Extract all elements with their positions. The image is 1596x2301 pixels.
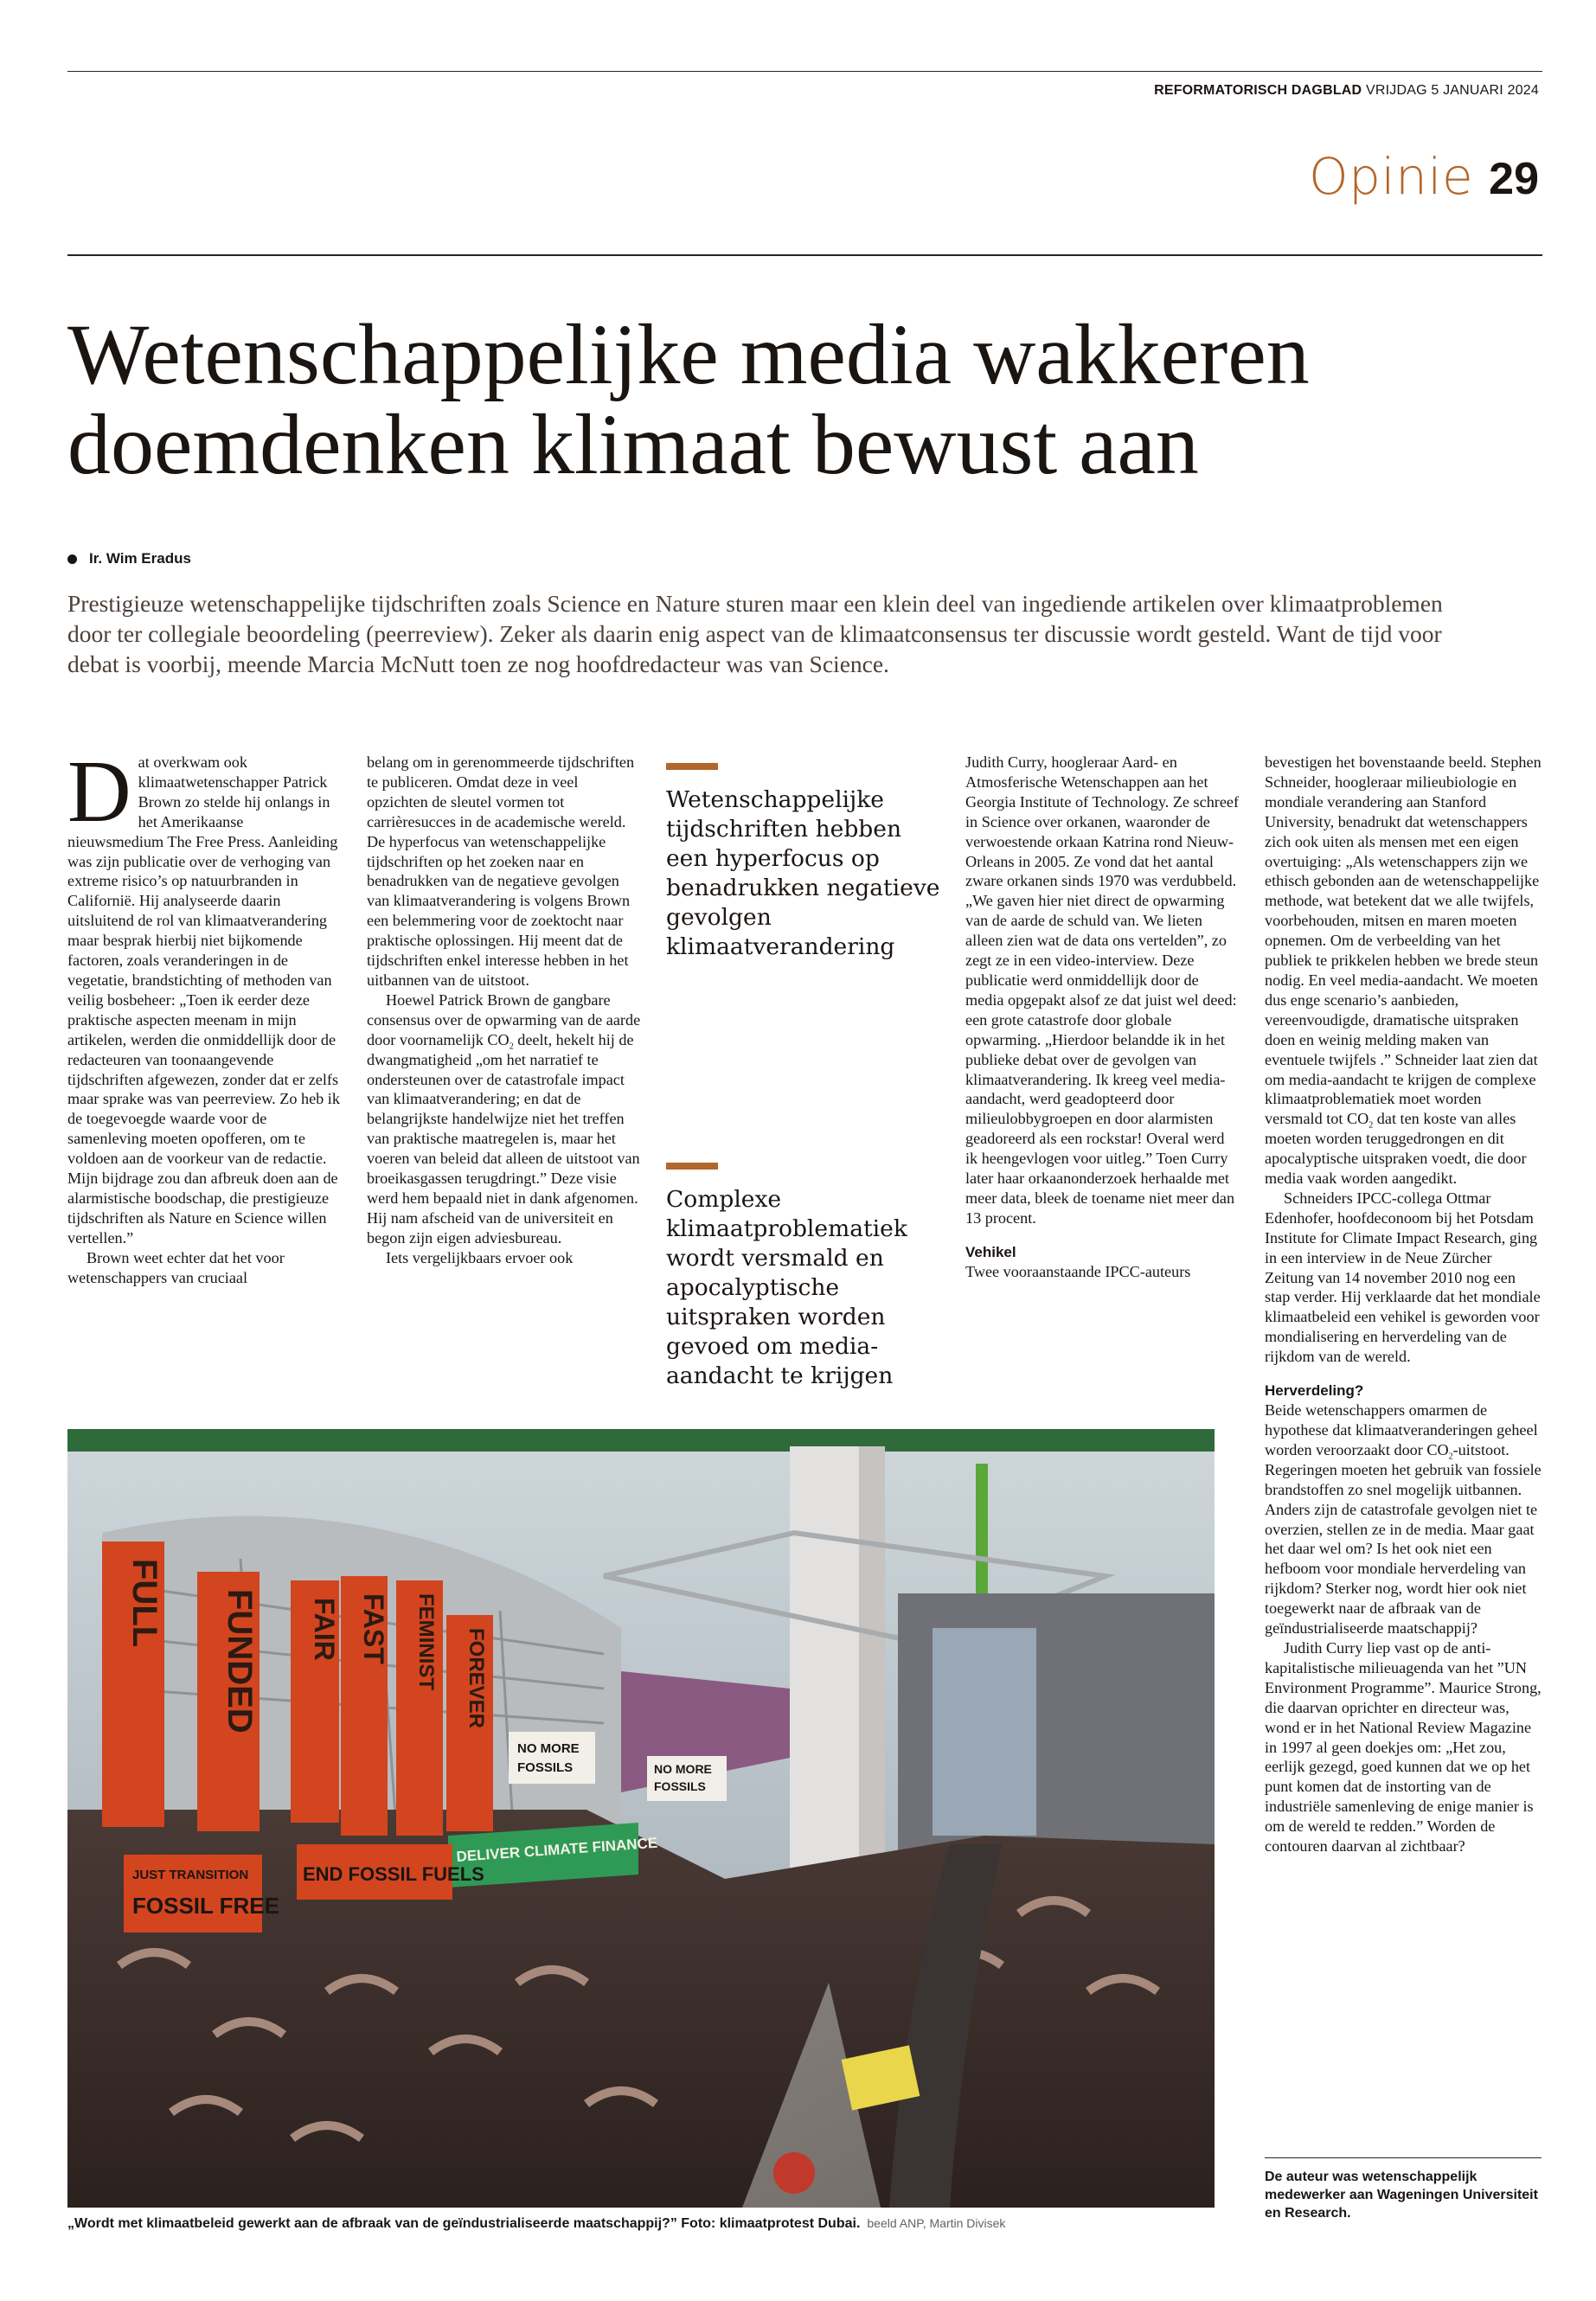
masthead [1154,83,1539,99]
photo-credit: beeld ANP, Martin Divisek [867,2216,1006,2230]
paragraph: Beide wetenschappers omarmen de hypothese dat klimaatveranderingen geheel worden veroorzaakt door $CO_2$-uitstoot. Regeringen moeten het gebruik van fossiele brandstoffen zo snel mogelijk uitbannen. Anders zijn de catastrofale gevolgen niet te overzien, stellen ze in de media. Maar gaat het daar wel om? Is het ook niet een hefboom voor mondiale herverdeling van rijkdom? Sterker nog, wordt hier ook niet toegewerkt naar de afbraak van de geïndustrialiseerde maatschappij? [1265,1401,1542,1638]
banner-text: END FOSSIL FUELS [303,1863,484,1885]
banner-text: FUNDED [221,1589,259,1734]
pull-quote [666,763,941,962]
quote-accent-bar [666,1163,718,1170]
author-name: Ir. Wim Eradus [89,550,191,567]
banner-text: FAIR [309,1598,340,1661]
banner-text: FOREVER [465,1628,488,1729]
section-header [1309,147,1539,206]
sign-text: FOSSILS [654,1779,706,1793]
pull-quote-text: Wetenschappelijke tijdschriften hebben een hyperfocus op benadrukken negatieve gevolgen klimaatverandering [666,786,940,960]
paragraph: Judith Curry liep vast op de anti-kapitalistische milieuagenda van het ”UN Environment Programme”. Maurice Strong, die daarvan oprichter en directeur was, wond er in het National Review Magazine in 1997 al geen doekjes om: „Het zou, eerlijk gezegd, goed kunnen dat we op het punt komen dat de instorting van de industriële samenleving de enige manier is om de wereld te redden.” Worden de contouren daarvan al zichtbaar? [1265,1638,1542,1856]
drop-cap: D [67,743,131,841]
issue-date: VRIJDAG 5 JANUARI 2024 [1365,83,1539,98]
quote-accent-bar [666,763,718,770]
sign [647,1756,727,1801]
intro-lead: Prestigieuze wetenschappelijke tijdschriften zoals Science en Nature sturen maar een klein deel van ingediende artikelen over klimaatproblemen door ter collegiale beoordeling (peerreview). Zeker als daarin enig aspect van de klimaatconsensus ter discussie wordt gesteld. Want de tijd voor debat is voorbij, meende Marcia McNutt toen ze nog hoofdredacteur was van Science. [67,590,1443,677]
page-number: 29 [1489,154,1539,204]
paragraph: Dat overkwam ook klimaatwetenschapper Patrick Brown zo stelde hij onlangs in het Amerikaanse nieuwsmedium The Free Press. Aanleiding was zijn publicatie over de verhoging van extreme risico’s op natuurbranden in Californië. Hij analyseerde daarin uitsluitend de rol van klimaatverandering maar besprak hierbij niet bijkomende factoren, zoals veranderingen in de vegetatie, brandstichting of methoden van veilig bosbeheer: „Toen ik eerder deze praktische aspecten meenam in mijn artikelen, werden die onmiddellijk door de redacteuren van toonaangevende tijdschriften afgewezen, zonder dat er zelfs maar sprake was van peerreview. Zo heb ik de toegevoegde waarde voor de samenleving moeten opofferen, om te voldoen aan de voorkeur van de redactie. Mijn bijdrage zou dan afbreuk doen aan de alarmistische boodschap, die prestigieuze tijdschriften als Nature en Science willen vertellen.” [67,743,340,1247]
right-glass [933,1628,1036,1836]
byline [67,550,191,567]
header-rule [67,254,1542,256]
banner-text: DELIVER CLIMATE FINANCE [455,1834,658,1865]
banner-text: FOSSIL FREE [132,1893,279,1919]
headline: Wetenschappelijke media wakkeren doemdenken klimaat bewust aan [67,306,1310,492]
paragraph: Judith Curry, hoogleraar Aard- en Atmosferische Wetenschappen aan het Georgia Institute of Technology. Ze schreef in Science over orkanen, waaronder de verwoestende orkaan Katrina rond Nieuw-Orleans in 2005. Ze vond dat het aantal zware orkanen sinds 1970 was verdubbeld. „We gaven hier niet direct de opwarming van de aarde de schuld van. We lieten alleen zien wat de data ons vertelden”, zo zegt ze in een video-interview. Deze publicatie werd onmiddellijk door de media opgepakt alsof ze dat juist wel deed: een grote catastrofe door globale opwarming. „Hierdoor belandde ik in het publieke debat over de gevolgen van klimaatverandering. Ik kreeg veel media-aandacht, werd geadopteerd door milieulobbygroepen en door alarmisten geadoreerd als een rockstar! Overal werd ik heengevlogen voor uitleg.” Toen Curry later haar orkaanonderzoek herhaalde met meer data, bleek de toename niet meer dan 13 procent. [965,753,1240,1227]
subheading: Herverdeling? [1265,1382,1364,1400]
sign-text: FOSSILS [517,1760,574,1775]
top-rule [67,71,1542,72]
banner-text: FEMINIST [414,1593,438,1690]
byline-bullet [67,554,77,564]
protest-photo [67,1429,1215,2208]
banner-text: FULL [125,1559,163,1648]
author-note-rule [1265,2157,1542,2158]
banner-text: JUST TRANSITION [132,1868,249,1882]
photo-caption [67,2216,1227,2232]
banner-group [102,1541,493,1836]
green-canopy [67,1429,1215,1452]
sign-text: NO MORE [517,1741,580,1756]
column-5 [1265,753,1542,1856]
paragraph: Brown weet echter dat het voor wetenschappers van cruciaal [67,1248,285,1286]
sign [509,1732,595,1784]
photo-illustration [67,1429,1215,2208]
paragraph: Hoewel Patrick Brown de gangbare consensus over de opwarming van de aarde door voornamelijk $CO_2$ deelt, hekelt hij de dwangmatigheid „om het narratief te ondersteunen over de catastrofale impact van klimaatverandering; en dat de belangrijkste handelwijze niet het treffen van praktische maatregelen is, maar het voeren van beleid dat alleen de uitstoot van broeikasgassen terugdringt.” Deze visie werd hem bepaald niet in dank afgenomen. Hij nam afscheid van de universiteit en begon zijn eigen adviesbureau. [367,990,641,1247]
paragraph: belang om in gerenommeerde tijdschriften te publiceren. Omdat deze in veel opzichten de sleutel vormen tot carrièresucces in de academische wereld. De hyperfocus van wetenschappelijke tijdschriften op het zoeken naar en benadrukken van de negatieve gevolgen van klimaatverandering is volgens Brown een belemmering voor de zoektocht naar praktische oplossingen. Hij meent dat de tijdschriften enkel interesse hebben in het uitbannen van de uitstoot. [367,753,635,989]
section-name: Opinie [1309,147,1474,206]
pull-quote-text: Complexe klimaatproblematiek wordt versmald en apocalyptische uitspraken worden gevoed om media-aandacht te krijgen [666,1186,907,1389]
paragraph: Twee vooraanstaande IPCC-auteurs [965,1262,1191,1280]
caption-text: „Wordt met klimaatbeleid gewerkt aan de afbraak van de geïndustrialiseerde maatschappij?” Foto: klimaatprotest Dubai. [67,2216,861,2231]
sign-text: NO MORE [654,1762,712,1776]
paper-name: REFORMATORISCH DAGBLAD [1154,83,1362,98]
author-note: De auteur was wetenschappelijk medewerker aan Wageningen Universiteit en Research. [1265,2170,1538,2221]
paragraph: bevestigen het bovenstaande beeld. Stephen Schneider, hoogleraar milieubiologie en mondiale verandering aan Stanford University, benadrukt dat wetenschappers zich ook uiten als mensen met een eigen overtuiging: „Als wetenschappers zijn we ethisch gebonden aan de wetenschappelijke methode, wat betekent dat we alle twijfels, voorbehouden, mitsen en maren moeten opnemen. Om de verbeelding van het publiek te prikkelen hebben we brede steun nodig. En veel media-aandacht. We moeten dus enge scenario’s aanbieden, vereenvoudigde, dramatische uitspraken doen en weinig melding maken van eventuele twijfels .” Schneider laat zien dat om media-aandacht te krijgen de complexe klimaatproblematiek moet worden versmald tot $CO_2$ dat ten koste van alles moeten worden teruggedrongen en dit apocalyptische uitspraken voedt, die door media vaak worden aangedikt. [1265,753,1542,1188]
red-flower [773,2152,815,2194]
pull-quote [666,1163,941,1391]
column-4 [965,753,1240,1282]
column-1 [67,743,343,1287]
column-2 [367,753,642,1268]
paragraph: Schneiders IPCC-collega Ottmar Edenhofer, hoofdeconoom bij het Potsdam Institute for Climate Impact Research, ging in een interview in de Neue Zürcher Zeitung van 14 november 2010 nog een stap verder. Hij verklaarde dat het mondiale klimaatbeleid een vehikel is geworden voor mondialisering en herverdeling van de rijkdom van de wereld. [1265,1189,1541,1366]
fossil-free-banner [124,1855,279,1932]
subheading: Vehikel [965,1243,1016,1260]
banner-text: FAST [358,1593,389,1664]
paragraph: Iets vergelijkbaars ervoer ook [386,1248,574,1266]
